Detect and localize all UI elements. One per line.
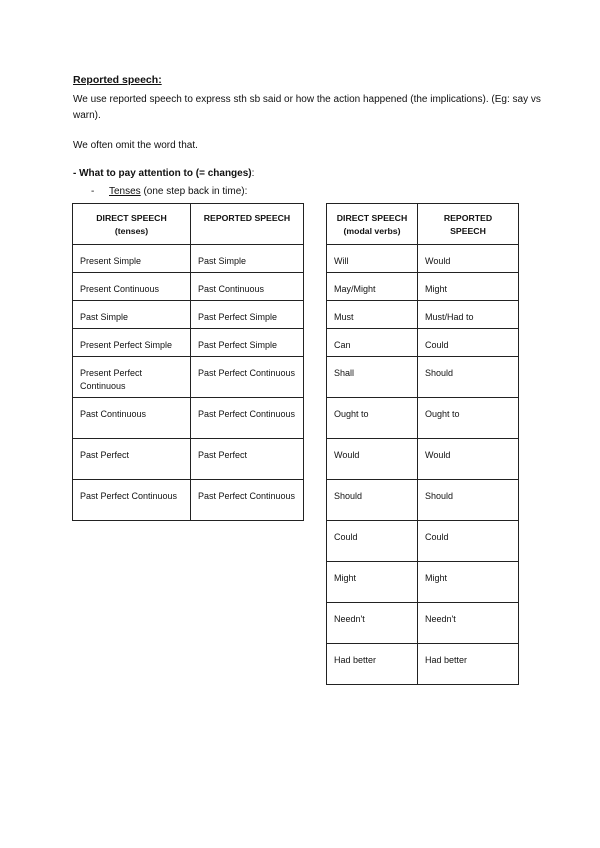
direct-speech-cell: Past Perfect bbox=[73, 439, 191, 480]
reported-speech-cell: Could bbox=[418, 329, 519, 357]
header-line-2: (tenses) bbox=[114, 226, 149, 236]
direct-speech-cell: Present Continuous bbox=[73, 273, 191, 301]
direct-speech-cell: Will bbox=[327, 245, 418, 273]
direct-speech-cell: Had better bbox=[327, 644, 418, 685]
table-row bbox=[327, 439, 519, 480]
table-row bbox=[327, 245, 519, 273]
reported-speech-cell: Past Perfect Simple bbox=[191, 301, 304, 329]
reported-speech-cell: Past Perfect Continuous bbox=[191, 398, 304, 439]
direct-speech-cell: Past Simple bbox=[73, 301, 191, 329]
tenses-table bbox=[72, 203, 304, 521]
header-line-1: DIRECT SPEECH bbox=[336, 213, 408, 223]
table-row bbox=[73, 329, 304, 357]
header-reported-speech: REPORTED SPEECH bbox=[418, 204, 519, 245]
reported-speech-cell: Must/Had to bbox=[418, 301, 519, 329]
intro-paragraph: We use reported speech to express sth sb said or how the action happened (the implications). (Eg: say vs warn). bbox=[73, 94, 541, 121]
reported-speech-cell: Past Perfect Continuous bbox=[191, 480, 304, 521]
direct-speech-cell: Can bbox=[327, 329, 418, 357]
direct-speech-cell: Past Perfect Continuous bbox=[73, 480, 191, 521]
direct-speech-cell: Should bbox=[327, 480, 418, 521]
table-row bbox=[327, 357, 519, 398]
table-row bbox=[73, 301, 304, 329]
table-row bbox=[73, 357, 304, 398]
table-row bbox=[327, 398, 519, 439]
direct-speech-cell: Present Perfect Simple bbox=[73, 329, 191, 357]
reported-speech-cell: Should bbox=[418, 357, 519, 398]
table-row bbox=[327, 301, 519, 329]
reported-speech-cell: Past Perfect Simple bbox=[191, 329, 304, 357]
direct-speech-cell: Past Continuous bbox=[73, 398, 191, 439]
header-line-2: (modal verbs) bbox=[343, 226, 401, 236]
direct-speech-cell: Would bbox=[327, 439, 418, 480]
table-row bbox=[327, 644, 519, 685]
table-row bbox=[73, 273, 304, 301]
direct-speech-cell: Present Simple bbox=[73, 245, 191, 273]
bullet-dash: - bbox=[91, 186, 95, 197]
reported-speech-cell: Past Perfect Continuous bbox=[191, 357, 304, 398]
direct-speech-cell: May/Might bbox=[327, 273, 418, 301]
bullet-text: (one step back in time): bbox=[140, 186, 248, 197]
table-row bbox=[73, 245, 304, 273]
table-row bbox=[73, 398, 304, 439]
section-heading-colon: : bbox=[251, 168, 255, 179]
direct-speech-cell: Needn't bbox=[327, 603, 418, 644]
reported-speech-cell: Had better bbox=[418, 644, 519, 685]
table-row bbox=[73, 480, 304, 521]
reported-speech-cell: Past Simple bbox=[191, 245, 304, 273]
header-direct-speech-modals bbox=[327, 204, 418, 245]
header-line-1: DIRECT SPEECH bbox=[96, 213, 167, 223]
table-header-row bbox=[327, 204, 519, 245]
reported-speech-cell: Should bbox=[418, 480, 519, 521]
header-reported-speech: REPORTED SPEECH bbox=[191, 204, 304, 245]
table-row bbox=[327, 480, 519, 521]
reported-speech-cell: Could bbox=[418, 521, 519, 562]
page-title: Reported speech: bbox=[73, 74, 162, 86]
reported-speech-cell: Needn't bbox=[418, 603, 519, 644]
reported-speech-cell: Might bbox=[418, 273, 519, 301]
direct-speech-cell: Present Perfect Continuous bbox=[73, 357, 191, 398]
section-heading bbox=[73, 168, 254, 179]
bullet-item bbox=[91, 186, 247, 197]
bullet-underlined-text: Tenses bbox=[109, 186, 141, 197]
reported-speech-cell: Would bbox=[418, 245, 519, 273]
table-row bbox=[73, 439, 304, 480]
direct-speech-cell: Could bbox=[327, 521, 418, 562]
table-row bbox=[327, 521, 519, 562]
table-header-row bbox=[73, 204, 304, 245]
direct-speech-cell: Must bbox=[327, 301, 418, 329]
direct-speech-cell: Shall bbox=[327, 357, 418, 398]
reported-speech-cell: Ought to bbox=[418, 398, 519, 439]
table-row bbox=[327, 603, 519, 644]
direct-speech-cell: Might bbox=[327, 562, 418, 603]
table-row bbox=[327, 329, 519, 357]
modal-verbs-table bbox=[326, 203, 519, 685]
reported-speech-cell: Past Continuous bbox=[191, 273, 304, 301]
table-row bbox=[327, 562, 519, 603]
table-row bbox=[327, 273, 519, 301]
reported-speech-cell: Would bbox=[418, 439, 519, 480]
header-direct-speech-tenses bbox=[73, 204, 191, 245]
reported-speech-cell: Might bbox=[418, 562, 519, 603]
reported-speech-cell: Past Perfect bbox=[191, 439, 304, 480]
note-paragraph: We often omit the word that. bbox=[73, 140, 198, 151]
direct-speech-cell: Ought to bbox=[327, 398, 418, 439]
section-heading-text: - What to pay attention to (= changes) bbox=[73, 168, 252, 179]
